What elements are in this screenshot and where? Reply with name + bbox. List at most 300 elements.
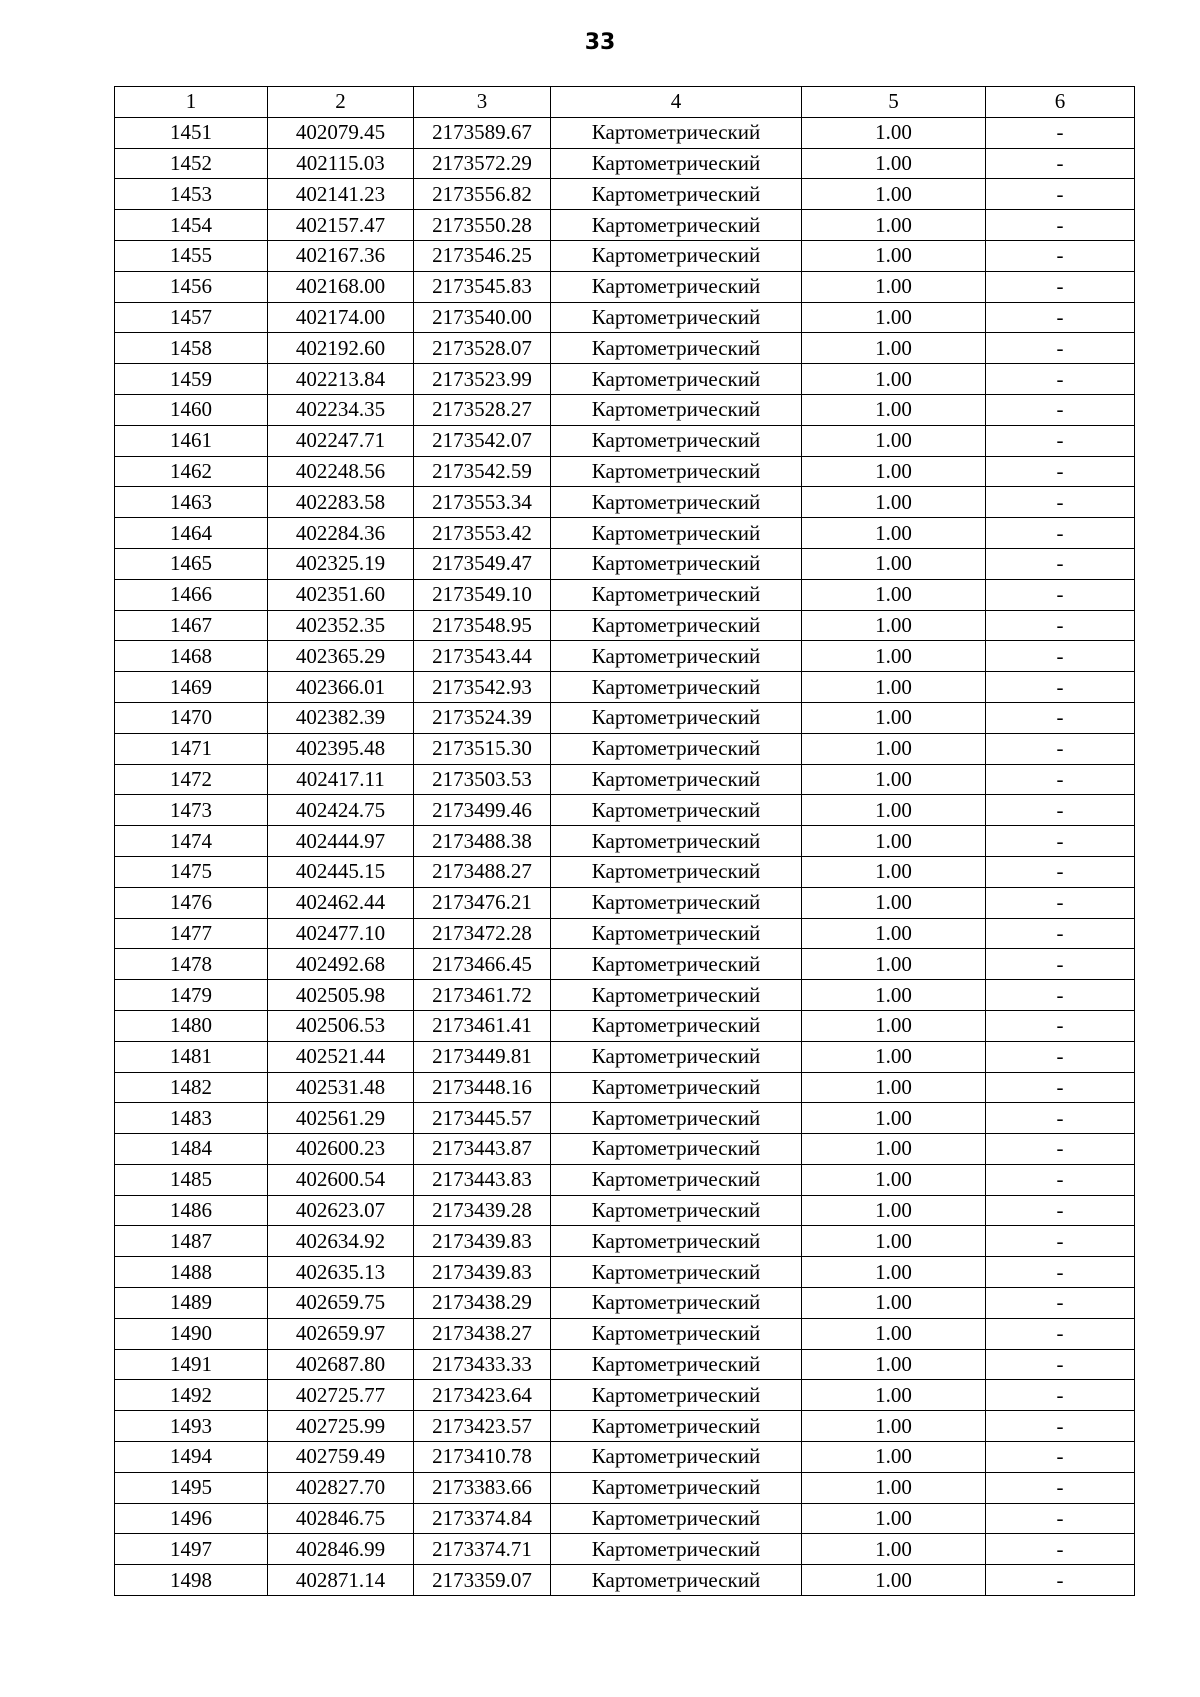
x-coordinate-cell: 402417.11 (268, 764, 414, 795)
note-cell: - (986, 918, 1135, 949)
note-cell: - (986, 826, 1135, 857)
y-coordinate-cell: 2173461.72 (414, 980, 551, 1011)
note-cell: - (986, 179, 1135, 210)
point-number-cell: 1492 (115, 1380, 268, 1411)
table-row (115, 949, 1135, 980)
point-number-cell: 1490 (115, 1318, 268, 1349)
note-cell: - (986, 148, 1135, 179)
table-row (115, 1134, 1135, 1165)
accuracy-cell: 1.00 (802, 856, 986, 887)
point-number-cell: 1494 (115, 1442, 268, 1473)
y-coordinate-cell: 2173488.27 (414, 856, 551, 887)
accuracy-cell: 1.00 (802, 1226, 986, 1257)
point-number-cell: 1475 (115, 856, 268, 887)
y-coordinate-cell: 2173374.71 (414, 1534, 551, 1565)
table-row (115, 364, 1135, 395)
x-coordinate-cell: 402687.80 (268, 1349, 414, 1380)
note-cell: - (986, 1195, 1135, 1226)
y-coordinate-cell: 2173488.38 (414, 826, 551, 857)
accuracy-cell: 1.00 (802, 117, 986, 148)
y-coordinate-cell: 2173439.28 (414, 1195, 551, 1226)
table-row (115, 579, 1135, 610)
table-row (115, 1226, 1135, 1257)
table-row (115, 425, 1135, 456)
note-cell: - (986, 548, 1135, 579)
method-cell: Картометрический (551, 764, 802, 795)
accuracy-cell: 1.00 (802, 364, 986, 395)
note-cell: - (986, 487, 1135, 518)
table-row (115, 394, 1135, 425)
y-coordinate-cell: 2173423.57 (414, 1411, 551, 1442)
method-cell: Картометрический (551, 425, 802, 456)
accuracy-cell: 1.00 (802, 1195, 986, 1226)
y-coordinate-cell: 2173556.82 (414, 179, 551, 210)
note-cell: - (986, 1318, 1135, 1349)
accuracy-cell: 1.00 (802, 1072, 986, 1103)
accuracy-cell: 1.00 (802, 1103, 986, 1134)
x-coordinate-cell: 402600.23 (268, 1134, 414, 1165)
note-cell: - (986, 1411, 1135, 1442)
method-cell: Картометрический (551, 117, 802, 148)
note-cell: - (986, 394, 1135, 425)
x-coordinate-cell: 402759.49 (268, 1442, 414, 1473)
method-cell: Картометрический (551, 702, 802, 733)
point-number-cell: 1452 (115, 148, 268, 179)
x-coordinate-cell: 402213.84 (268, 364, 414, 395)
point-number-cell: 1457 (115, 302, 268, 333)
x-coordinate-cell: 402871.14 (268, 1565, 414, 1596)
x-coordinate-cell: 402827.70 (268, 1472, 414, 1503)
method-cell: Картометрический (551, 980, 802, 1011)
accuracy-cell: 1.00 (802, 210, 986, 241)
note-cell: - (986, 1010, 1135, 1041)
table-row (115, 518, 1135, 549)
note-cell: - (986, 610, 1135, 641)
x-coordinate-cell: 402462.44 (268, 887, 414, 918)
point-number-cell: 1496 (115, 1503, 268, 1534)
x-coordinate-cell: 402157.47 (268, 210, 414, 241)
table-header (115, 87, 1135, 118)
note-cell: - (986, 364, 1135, 395)
accuracy-cell: 1.00 (802, 518, 986, 549)
page-number: 33 (584, 30, 616, 55)
accuracy-cell: 1.00 (802, 1565, 986, 1596)
method-cell: Картометрический (551, 1411, 802, 1442)
note-cell: - (986, 1164, 1135, 1195)
y-coordinate-cell: 2173546.25 (414, 240, 551, 271)
accuracy-cell: 1.00 (802, 1134, 986, 1165)
x-coordinate-cell: 402505.98 (268, 980, 414, 1011)
table-row (115, 887, 1135, 918)
accuracy-cell: 1.00 (802, 918, 986, 949)
table-row (115, 1288, 1135, 1319)
table-row (115, 302, 1135, 333)
x-coordinate-cell: 402168.00 (268, 271, 414, 302)
note-cell: - (986, 1503, 1135, 1534)
table-row (115, 610, 1135, 641)
accuracy-cell: 1.00 (802, 240, 986, 271)
accuracy-cell: 1.00 (802, 456, 986, 487)
table-row (115, 179, 1135, 210)
table-row (115, 918, 1135, 949)
table-row (115, 702, 1135, 733)
column-header: 1 (115, 87, 268, 118)
y-coordinate-cell: 2173374.84 (414, 1503, 551, 1534)
y-coordinate-cell: 2173542.59 (414, 456, 551, 487)
y-coordinate-cell: 2173553.34 (414, 487, 551, 518)
table-row (115, 1442, 1135, 1473)
method-cell: Картометрический (551, 610, 802, 641)
note-cell: - (986, 1565, 1135, 1596)
note-cell: - (986, 980, 1135, 1011)
note-cell: - (986, 1442, 1135, 1473)
y-coordinate-cell: 2173472.28 (414, 918, 551, 949)
table-row (115, 1164, 1135, 1195)
table-row (115, 1041, 1135, 1072)
table-row (115, 1072, 1135, 1103)
method-cell: Картометрический (551, 1472, 802, 1503)
accuracy-cell: 1.00 (802, 1472, 986, 1503)
table-row (115, 856, 1135, 887)
x-coordinate-cell: 402325.19 (268, 548, 414, 579)
table-row (115, 487, 1135, 518)
table-row (115, 641, 1135, 672)
note-cell: - (986, 117, 1135, 148)
note-cell: - (986, 1226, 1135, 1257)
method-cell: Картометрический (551, 1041, 802, 1072)
y-coordinate-cell: 2173443.83 (414, 1164, 551, 1195)
table-row (115, 117, 1135, 148)
y-coordinate-cell: 2173439.83 (414, 1226, 551, 1257)
method-cell: Картометрический (551, 1226, 802, 1257)
accuracy-cell: 1.00 (802, 579, 986, 610)
note-cell: - (986, 456, 1135, 487)
y-coordinate-cell: 2173589.67 (414, 117, 551, 148)
point-number-cell: 1465 (115, 548, 268, 579)
point-number-cell: 1460 (115, 394, 268, 425)
note-cell: - (986, 425, 1135, 456)
method-cell: Картометрический (551, 795, 802, 826)
accuracy-cell: 1.00 (802, 672, 986, 703)
x-coordinate-cell: 402444.97 (268, 826, 414, 857)
method-cell: Картометрический (551, 1349, 802, 1380)
y-coordinate-cell: 2173443.87 (414, 1134, 551, 1165)
x-coordinate-cell: 402115.03 (268, 148, 414, 179)
point-number-cell: 1479 (115, 980, 268, 1011)
note-cell: - (986, 1134, 1135, 1165)
note-cell: - (986, 887, 1135, 918)
point-number-cell: 1472 (115, 764, 268, 795)
accuracy-cell: 1.00 (802, 271, 986, 302)
point-number-cell: 1471 (115, 733, 268, 764)
table-row (115, 1472, 1135, 1503)
accuracy-cell: 1.00 (802, 1503, 986, 1534)
coordinates-table (114, 86, 1135, 1596)
y-coordinate-cell: 2173423.64 (414, 1380, 551, 1411)
accuracy-cell: 1.00 (802, 1442, 986, 1473)
point-number-cell: 1476 (115, 887, 268, 918)
table-row (115, 1349, 1135, 1380)
accuracy-cell: 1.00 (802, 795, 986, 826)
method-cell: Картометрический (551, 333, 802, 364)
x-coordinate-cell: 402248.56 (268, 456, 414, 487)
method-cell: Картометрический (551, 641, 802, 672)
note-cell: - (986, 579, 1135, 610)
x-coordinate-cell: 402477.10 (268, 918, 414, 949)
point-number-cell: 1454 (115, 210, 268, 241)
table-row (115, 795, 1135, 826)
y-coordinate-cell: 2173543.44 (414, 641, 551, 672)
accuracy-cell: 1.00 (802, 425, 986, 456)
method-cell: Картометрический (551, 1318, 802, 1349)
accuracy-cell: 1.00 (802, 179, 986, 210)
x-coordinate-cell: 402623.07 (268, 1195, 414, 1226)
point-number-cell: 1461 (115, 425, 268, 456)
table-row (115, 240, 1135, 271)
table-row (115, 1195, 1135, 1226)
y-coordinate-cell: 2173448.16 (414, 1072, 551, 1103)
table-row (115, 1565, 1135, 1596)
point-number-cell: 1459 (115, 364, 268, 395)
method-cell: Картометрический (551, 1503, 802, 1534)
x-coordinate-cell: 402846.75 (268, 1503, 414, 1534)
y-coordinate-cell: 2173433.33 (414, 1349, 551, 1380)
method-cell: Картометрический (551, 148, 802, 179)
accuracy-cell: 1.00 (802, 764, 986, 795)
x-coordinate-cell: 402234.35 (268, 394, 414, 425)
accuracy-cell: 1.00 (802, 394, 986, 425)
method-cell: Картометрический (551, 579, 802, 610)
y-coordinate-cell: 2173438.29 (414, 1288, 551, 1319)
method-cell: Картометрический (551, 240, 802, 271)
method-cell: Картометрический (551, 302, 802, 333)
method-cell: Картометрический (551, 1534, 802, 1565)
table-row (115, 333, 1135, 364)
note-cell: - (986, 856, 1135, 887)
point-number-cell: 1482 (115, 1072, 268, 1103)
note-cell: - (986, 1380, 1135, 1411)
y-coordinate-cell: 2173466.45 (414, 949, 551, 980)
x-coordinate-cell: 402351.60 (268, 579, 414, 610)
table-row (115, 764, 1135, 795)
x-coordinate-cell: 402725.99 (268, 1411, 414, 1442)
accuracy-cell: 1.00 (802, 1164, 986, 1195)
method-cell: Картометрический (551, 1195, 802, 1226)
accuracy-cell: 1.00 (802, 1041, 986, 1072)
point-number-cell: 1469 (115, 672, 268, 703)
x-coordinate-cell: 402395.48 (268, 733, 414, 764)
accuracy-cell: 1.00 (802, 733, 986, 764)
accuracy-cell: 1.00 (802, 1257, 986, 1288)
x-coordinate-cell: 402725.77 (268, 1380, 414, 1411)
table-body (115, 117, 1135, 1595)
y-coordinate-cell: 2173524.39 (414, 702, 551, 733)
x-coordinate-cell: 402283.58 (268, 487, 414, 518)
point-number-cell: 1473 (115, 795, 268, 826)
note-cell: - (986, 641, 1135, 672)
method-cell: Картометрический (551, 1380, 802, 1411)
table-row (115, 733, 1135, 764)
x-coordinate-cell: 402600.54 (268, 1164, 414, 1195)
method-cell: Картометрический (551, 487, 802, 518)
table-row (115, 672, 1135, 703)
column-header: 6 (986, 87, 1135, 118)
x-coordinate-cell: 402506.53 (268, 1010, 414, 1041)
point-number-cell: 1498 (115, 1565, 268, 1596)
y-coordinate-cell: 2173503.53 (414, 764, 551, 795)
y-coordinate-cell: 2173542.07 (414, 425, 551, 456)
method-cell: Картометрический (551, 733, 802, 764)
point-number-cell: 1477 (115, 918, 268, 949)
note-cell: - (986, 210, 1135, 241)
point-number-cell: 1458 (115, 333, 268, 364)
y-coordinate-cell: 2173499.46 (414, 795, 551, 826)
method-cell: Картометрический (551, 1103, 802, 1134)
method-cell: Картометрический (551, 856, 802, 887)
table-row (115, 1010, 1135, 1041)
x-coordinate-cell: 402352.35 (268, 610, 414, 641)
method-cell: Картометрический (551, 456, 802, 487)
point-number-cell: 1453 (115, 179, 268, 210)
point-number-cell: 1451 (115, 117, 268, 148)
table-row (115, 826, 1135, 857)
y-coordinate-cell: 2173540.00 (414, 302, 551, 333)
note-cell: - (986, 702, 1135, 733)
point-number-cell: 1467 (115, 610, 268, 641)
point-number-cell: 1489 (115, 1288, 268, 1319)
accuracy-cell: 1.00 (802, 1318, 986, 1349)
x-coordinate-cell: 402247.71 (268, 425, 414, 456)
point-number-cell: 1483 (115, 1103, 268, 1134)
accuracy-cell: 1.00 (802, 1380, 986, 1411)
column-header: 3 (414, 87, 551, 118)
accuracy-cell: 1.00 (802, 1349, 986, 1380)
note-cell: - (986, 672, 1135, 703)
y-coordinate-cell: 2173549.47 (414, 548, 551, 579)
column-header: 2 (268, 87, 414, 118)
y-coordinate-cell: 2173550.28 (414, 210, 551, 241)
note-cell: - (986, 1072, 1135, 1103)
point-number-cell: 1463 (115, 487, 268, 518)
y-coordinate-cell: 2173410.78 (414, 1442, 551, 1473)
accuracy-cell: 1.00 (802, 610, 986, 641)
point-number-cell: 1495 (115, 1472, 268, 1503)
y-coordinate-cell: 2173528.07 (414, 333, 551, 364)
y-coordinate-cell: 2173445.57 (414, 1103, 551, 1134)
y-coordinate-cell: 2173572.29 (414, 148, 551, 179)
point-number-cell: 1474 (115, 826, 268, 857)
method-cell: Картометрический (551, 1010, 802, 1041)
point-number-cell: 1468 (115, 641, 268, 672)
accuracy-cell: 1.00 (802, 887, 986, 918)
point-number-cell: 1491 (115, 1349, 268, 1380)
y-coordinate-cell: 2173515.30 (414, 733, 551, 764)
accuracy-cell: 1.00 (802, 641, 986, 672)
point-number-cell: 1485 (115, 1164, 268, 1195)
y-coordinate-cell: 2173439.83 (414, 1257, 551, 1288)
header-row (115, 87, 1135, 118)
note-cell: - (986, 1257, 1135, 1288)
table-row (115, 1380, 1135, 1411)
y-coordinate-cell: 2173476.21 (414, 887, 551, 918)
accuracy-cell: 1.00 (802, 1534, 986, 1565)
method-cell: Картометрический (551, 672, 802, 703)
x-coordinate-cell: 402192.60 (268, 333, 414, 364)
x-coordinate-cell: 402659.75 (268, 1288, 414, 1319)
method-cell: Картометрический (551, 518, 802, 549)
point-number-cell: 1481 (115, 1041, 268, 1072)
table-row (115, 148, 1135, 179)
method-cell: Картометрический (551, 179, 802, 210)
x-coordinate-cell: 402365.29 (268, 641, 414, 672)
point-number-cell: 1480 (115, 1010, 268, 1041)
point-number-cell: 1478 (115, 949, 268, 980)
point-number-cell: 1486 (115, 1195, 268, 1226)
table-row (115, 1534, 1135, 1565)
point-number-cell: 1484 (115, 1134, 268, 1165)
x-coordinate-cell: 402531.48 (268, 1072, 414, 1103)
x-coordinate-cell: 402382.39 (268, 702, 414, 733)
method-cell: Картометрический (551, 364, 802, 395)
method-cell: Картометрический (551, 1565, 802, 1596)
point-number-cell: 1487 (115, 1226, 268, 1257)
note-cell: - (986, 733, 1135, 764)
method-cell: Картометрический (551, 918, 802, 949)
accuracy-cell: 1.00 (802, 1288, 986, 1319)
point-number-cell: 1488 (115, 1257, 268, 1288)
note-cell: - (986, 240, 1135, 271)
accuracy-cell: 1.00 (802, 1010, 986, 1041)
x-coordinate-cell: 402445.15 (268, 856, 414, 887)
y-coordinate-cell: 2173438.27 (414, 1318, 551, 1349)
y-coordinate-cell: 2173449.81 (414, 1041, 551, 1072)
method-cell: Картометрический (551, 949, 802, 980)
method-cell: Картометрический (551, 1134, 802, 1165)
table-row (115, 980, 1135, 1011)
accuracy-cell: 1.00 (802, 548, 986, 579)
accuracy-cell: 1.00 (802, 980, 986, 1011)
x-coordinate-cell: 402561.29 (268, 1103, 414, 1134)
method-cell: Картометрический (551, 210, 802, 241)
accuracy-cell: 1.00 (802, 302, 986, 333)
note-cell: - (986, 1041, 1135, 1072)
note-cell: - (986, 302, 1135, 333)
table-row (115, 456, 1135, 487)
method-cell: Картометрический (551, 271, 802, 302)
point-number-cell: 1466 (115, 579, 268, 610)
y-coordinate-cell: 2173553.42 (414, 518, 551, 549)
note-cell: - (986, 764, 1135, 795)
y-coordinate-cell: 2173542.93 (414, 672, 551, 703)
method-cell: Картометрический (551, 1442, 802, 1473)
table-row (115, 1318, 1135, 1349)
note-cell: - (986, 1103, 1135, 1134)
y-coordinate-cell: 2173383.66 (414, 1472, 551, 1503)
x-coordinate-cell: 402141.23 (268, 179, 414, 210)
x-coordinate-cell: 402424.75 (268, 795, 414, 826)
table-row (115, 210, 1135, 241)
accuracy-cell: 1.00 (802, 148, 986, 179)
point-number-cell: 1464 (115, 518, 268, 549)
accuracy-cell: 1.00 (802, 949, 986, 980)
method-cell: Картометрический (551, 548, 802, 579)
point-number-cell: 1470 (115, 702, 268, 733)
note-cell: - (986, 333, 1135, 364)
x-coordinate-cell: 402521.44 (268, 1041, 414, 1072)
y-coordinate-cell: 2173548.95 (414, 610, 551, 641)
note-cell: - (986, 1534, 1135, 1565)
note-cell: - (986, 1288, 1135, 1319)
